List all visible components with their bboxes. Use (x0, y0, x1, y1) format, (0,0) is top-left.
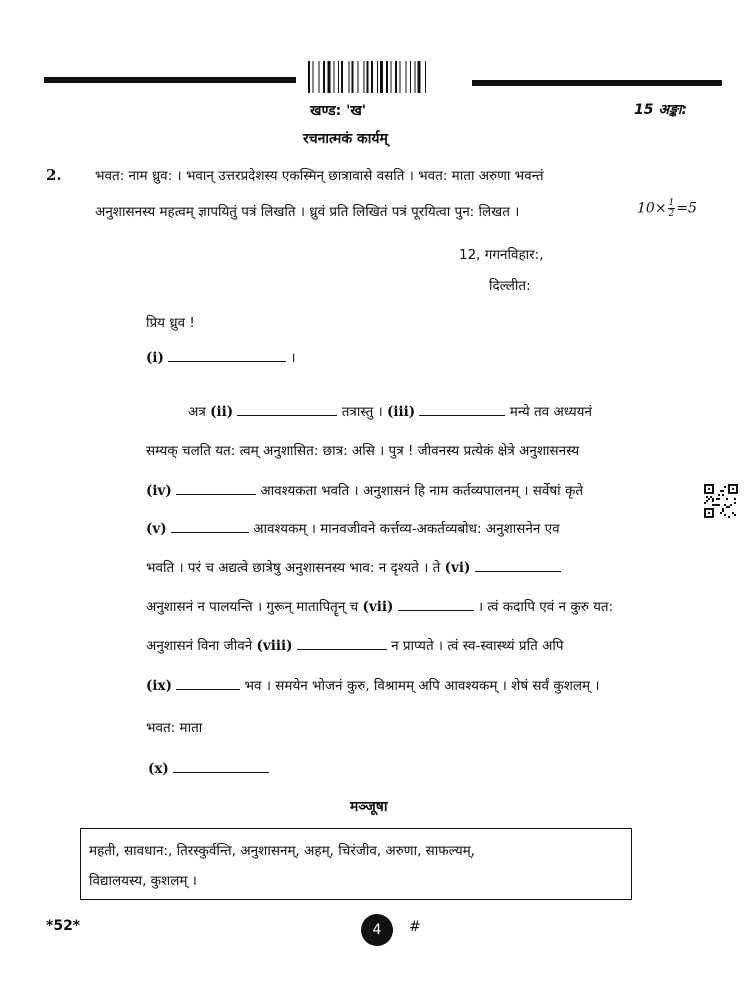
question-intro-line1: भवत: नाम ध्रुव: । भवान् उत्तरप्रदेशस्य एकस्मिन् छात्रावासे वसति । भवत: माता अरुणा भवन्तं (95, 168, 544, 184)
page-hash: # (409, 919, 421, 935)
text-line5a: भवति । परं च अद्यत्वे छात्रेषु अनुशासनस्य भाव: न दृश्यते । ते (146, 560, 441, 576)
blank-vii[interactable] (398, 598, 474, 611)
blank-label-x: (x) (148, 761, 169, 777)
letter-row-i (146, 348, 296, 366)
letter-closing: भवत: माता (146, 720, 203, 736)
text-p1c: मन्ये तव अध्ययनं (509, 404, 592, 420)
blank-i[interactable] (168, 349, 286, 362)
blank-ix[interactable] (176, 677, 240, 690)
blank-label-ii: (ii) (210, 404, 234, 420)
blank-label-iii: (iii) (387, 404, 416, 420)
blank-v[interactable] (171, 520, 249, 533)
blank-label-viii: (viii) (256, 638, 293, 654)
blank-ii[interactable] (237, 403, 337, 416)
letter-line8 (146, 676, 600, 694)
top-rule-right (472, 80, 722, 86)
question-number: 2. (46, 166, 62, 184)
page-number: 4 (372, 922, 382, 938)
section-label: खण्ड: 'ख' (310, 103, 367, 119)
text-line6b: । त्वं कदापि एवं न कुरु यत: (478, 599, 614, 615)
letter-line3 (146, 481, 583, 499)
qr-code-image (704, 484, 738, 518)
letter-line1 (188, 402, 592, 420)
letter-line2: सम्यक् चलति यत: त्वम् अनुशासित: छात्र: असि । पुत्र ! जीवनस्य प्रत्येकं क्षेत्रे अनुशासनस्य (146, 443, 580, 459)
marks-fraction-den: 2 (668, 209, 675, 219)
section-marks: 15 अङ्का: (634, 102, 688, 118)
paper-code: *52* (46, 918, 81, 934)
text-line7b: न प्राप्यते । त्वं स्व-स्वास्थ्यं प्रति अपि (391, 638, 564, 654)
letter-row-x (148, 760, 269, 777)
text-line8b: भव । समयेन भोजनं कुरु, विश्रामम् अपि आवश्यकम् । शेषं सर्वं कुशलम् । (244, 678, 600, 694)
blank-iv[interactable] (176, 482, 256, 495)
letter-line7 (146, 636, 564, 654)
blank-label-vi: (vi) (444, 560, 471, 576)
danda-i: । (290, 350, 296, 366)
marks-formula (637, 198, 697, 219)
letter-line4 (146, 519, 560, 537)
word-box-line2: विद्यालयस्य, कुशलम् । (89, 873, 197, 889)
salutation: प्रिय ध्रुव ! (146, 315, 195, 331)
text-p1a: अत्र (188, 404, 206, 420)
barcode-image (308, 61, 460, 93)
marks-fraction-num: 1 (668, 198, 675, 208)
word-box-title: मञ्जूषा (350, 799, 388, 815)
blank-label-ix: (ix) (146, 678, 172, 694)
blank-label-iv: (iv) (146, 483, 172, 499)
blank-viii[interactable] (297, 637, 387, 650)
address-line1: 12, गगनविहार:, (459, 247, 544, 263)
blank-x[interactable] (173, 760, 269, 773)
text-line6a: अनुशासनं न पालयन्ति । गुरून् मातापितॄन् च (146, 599, 359, 615)
letter-line5 (146, 558, 561, 576)
address-line2: दिल्लीत: (489, 278, 531, 294)
page-number-badge (361, 914, 393, 946)
text-line7a: अनुशासनं विना जीवने (146, 638, 253, 654)
text-p1b: तत्रास्तु । (341, 404, 383, 420)
text-line4b: आवश्यकम् । मानवजीवने कर्त्तव्य-अकर्तव्यबोध: अनुशासनेन एव (253, 521, 560, 537)
question-intro-line2: अनुशासनस्य महत्वम् ज्ञापयितुं पत्रं लिखति । ध्रुवं प्रति लिखितं पत्रं पूरयित्वा पुन: लिखत । (95, 204, 520, 220)
top-rule-left (44, 77, 296, 83)
marks-formula-lhs: 10× (637, 200, 667, 217)
blank-iii[interactable] (419, 403, 505, 416)
blank-label-vii: (vii) (362, 599, 394, 615)
blank-label-v: (v) (146, 521, 167, 537)
word-box-line1: महती, सावधान:, तिरस्कुर्वन्ति, अनुशासनम्, अहम्, चिरंजीव, अरुणा, साफल्यम्, (89, 843, 476, 859)
letter-line6 (146, 597, 613, 615)
word-box (80, 828, 632, 900)
marks-formula-rhs: =5 (676, 200, 697, 217)
blank-vi[interactable] (475, 559, 561, 572)
text-line3b: आवश्यकता भवति । अनुशासनं हि नाम कर्तव्यपालनम् । सर्वेषां कृते (260, 483, 584, 499)
section-title: रचनात्मकं कार्यम् (303, 131, 388, 147)
blank-label-i: (i) (146, 350, 164, 366)
marks-fraction (668, 198, 676, 219)
